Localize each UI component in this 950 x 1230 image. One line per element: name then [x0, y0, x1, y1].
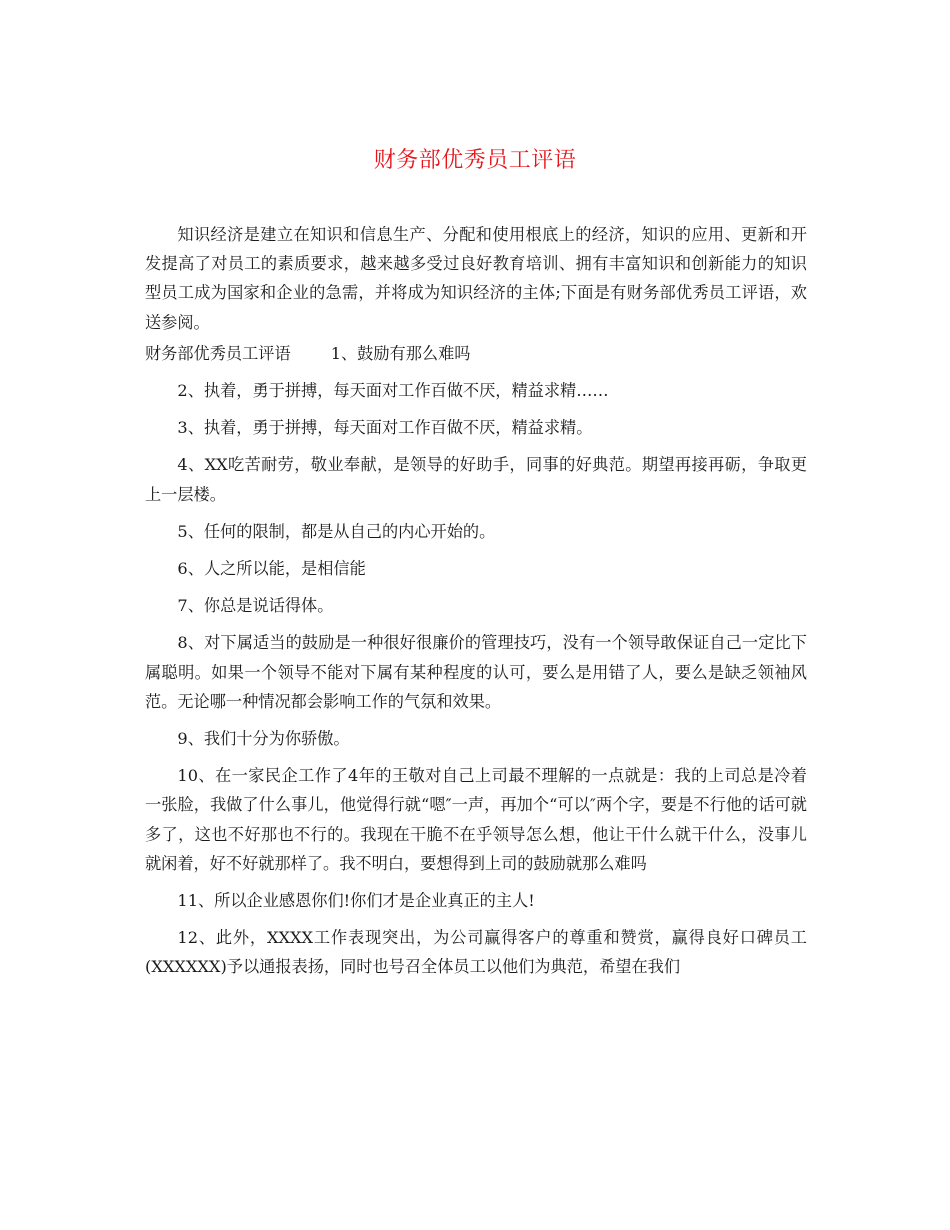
list-item: 1、鼓励有那么难吗	[330, 343, 471, 363]
list-item: 10、在一家民企工作了4年的王敬对自己上司最不理解的一点就是：我的上司总是冷着一张脸，我做了什么事儿，他觉得行就“嗯″一声，再加个“可以″两个字，要是不行他的话可就多了，这也不好那也不行的。我现在干脆不在乎领导怎么想，他让干什么就干什么，没事儿就闲着，好不好就那样了。我不明白，要想得到上司的鼓励就那么难吗	[145, 766, 807, 873]
document-title: 财务部优秀员工评语	[373, 148, 577, 173]
document-body	[145, 220, 807, 990]
list-item: 7、你总是说话得体。	[177, 596, 334, 616]
list-item: 9、我们十分为你骄傲。	[177, 729, 350, 749]
section-label: 财务部优秀员工评语	[145, 343, 291, 363]
list-item: 12、此外，XXXX工作表现突出，为公司赢得客户的尊重和赞赏，赢得良好口碑员工(XXXXXX)予以通报表扬，同时也号召全体员工以他们为典范，希望在我们	[145, 928, 807, 977]
list-item: 6、人之所以能，是相信能	[177, 559, 366, 579]
list-item: 5、任何的限制，都是从自己的内心开始的。	[177, 521, 496, 541]
section-heading-line	[145, 339, 807, 368]
list-item: 3、执着，勇于拼搏，每天面对工作百做不厌，精益求精。	[177, 418, 593, 438]
list-item: 4、XX吃苦耐劳，敬业奉献，是领导的好助手，同事的好典范。期望再接再砺，争取更上一层楼。	[145, 455, 807, 504]
list-item: 2、执着，勇于拼搏，每天面对工作百做不厌，精益求精……	[177, 381, 609, 401]
intro-paragraph: 知识经济是建立在知识和信息生产、分配和使用根底上的经济，知识的应用、更新和开发提高了对员工的素质要求，越来越多受过良好教育培训、拥有丰富知识和创新能力的知识型员工成为国家和企业的急需，并将成为知识经济的主体;下面是有财务部优秀员工评语，欢送参阅。	[145, 225, 807, 332]
list-item: 11、所以企业感恩你们!你们才是企业真正的主人!	[177, 891, 535, 911]
list-item: 8、对下属适当的鼓励是一种很好很廉价的管理技巧，没有一个领导敢保证自己一定比下属聪明。如果一个领导不能对下属有某种程度的认可，要么是用错了人，要么是缺乏领袖风范。无论哪一种情况都会影响工作的气氛和效果。	[145, 633, 807, 711]
